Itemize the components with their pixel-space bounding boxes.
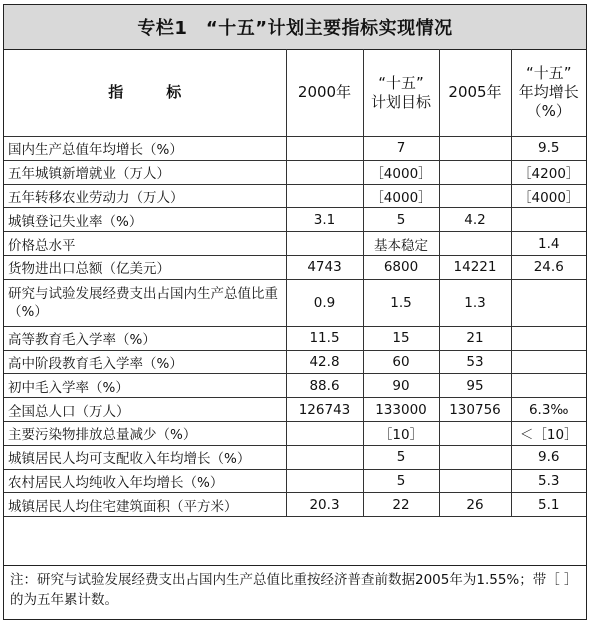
table-cell: 95 — [439, 374, 511, 398]
table-cell: 1.3 — [439, 279, 511, 326]
table-cell: 0.9 — [286, 279, 363, 326]
table-cell — [286, 160, 363, 184]
table-row — [4, 374, 586, 398]
header-2005: 2005年 — [439, 49, 511, 137]
table-cell — [439, 469, 511, 493]
indicator-table — [4, 49, 586, 517]
table-row — [4, 326, 586, 350]
table-cell: 88.6 — [286, 374, 363, 398]
table-cell: 15 — [363, 326, 439, 350]
indicator-name: 初中毛入学率（%） — [4, 374, 286, 398]
table-cell — [286, 469, 363, 493]
table-cell: ［10］ — [363, 421, 439, 445]
indicator-name: 高中阶段教育毛入学率（%） — [4, 350, 286, 374]
table-cell — [511, 279, 586, 326]
table-cell: ［4000］ — [363, 160, 439, 184]
table-cell: 6.3‰ — [511, 398, 586, 422]
table-row — [4, 160, 586, 184]
table-row — [4, 445, 586, 469]
table-cell — [439, 232, 511, 256]
indicator-name: 城镇登记失业率（%） — [4, 208, 286, 232]
header-2000: 2000年 — [286, 49, 363, 137]
document-panel — [3, 4, 587, 620]
table-cell — [286, 445, 363, 469]
table-cell: 6800 — [363, 255, 439, 279]
table-cell: 130756 — [439, 398, 511, 422]
indicator-name: 五年城镇新增就业（万人） — [4, 160, 286, 184]
table-cell: ＜［10］ — [511, 421, 586, 445]
table-cell — [511, 326, 586, 350]
table-cell — [439, 421, 511, 445]
table-cell: 基本稳定 — [363, 232, 439, 256]
table-cell: 20.3 — [286, 493, 363, 517]
table-row — [4, 255, 586, 279]
table-cell: 90 — [363, 374, 439, 398]
indicator-name: 五年转移农业劳动力（万人） — [4, 184, 286, 208]
table-row — [4, 184, 586, 208]
table-cell: 53 — [439, 350, 511, 374]
indicator-name: 货物进出口总额（亿美元） — [4, 255, 286, 279]
table-row — [4, 137, 586, 161]
table-cell: 5 — [363, 469, 439, 493]
table-cell: 9.5 — [511, 137, 586, 161]
table-cell: ［4000］ — [511, 184, 586, 208]
table-cell: 22 — [363, 493, 439, 517]
table-cell — [439, 445, 511, 469]
page-title: 专栏1 “十五”计划主要指标实现情况 — [4, 5, 586, 50]
table-cell: 7 — [363, 137, 439, 161]
table-cell — [439, 137, 511, 161]
footnote: 注：研究与试验发展经费支出占国内生产总值比重按经济普查前数据2005年为1.55%；带［ ］的为五年累计数。 — [4, 565, 586, 619]
table-cell — [511, 374, 586, 398]
table-cell: 1.5 — [363, 279, 439, 326]
header-annual-growth: “十五” 年均增长 （%） — [511, 49, 586, 137]
table-cell: 9.6 — [511, 445, 586, 469]
table-cell — [286, 184, 363, 208]
table-body — [4, 137, 586, 517]
table-row — [4, 208, 586, 232]
table-cell: 133000 — [363, 398, 439, 422]
indicator-name: 全国总人口（万人） — [4, 398, 286, 422]
header-plan-target: “十五” 计划目标 — [363, 49, 439, 137]
table-row — [4, 279, 586, 326]
indicator-name: 城镇居民人均可支配收入年均增长（%） — [4, 445, 286, 469]
table-cell: 60 — [363, 350, 439, 374]
table-cell — [511, 208, 586, 232]
table-cell — [286, 421, 363, 445]
table-cell: 42.8 — [286, 350, 363, 374]
table-cell: 126743 — [286, 398, 363, 422]
table-cell: 5 — [363, 445, 439, 469]
table-cell: 1.4 — [511, 232, 586, 256]
table-cell — [439, 184, 511, 208]
indicator-name: 主要污染物排放总量减少（%） — [4, 421, 286, 445]
table-cell: 26 — [439, 493, 511, 517]
table-cell: 5.3 — [511, 469, 586, 493]
table-row — [4, 350, 586, 374]
table-cell: 3.1 — [286, 208, 363, 232]
table-row — [4, 421, 586, 445]
table-cell: 5.1 — [511, 493, 586, 517]
table-cell — [439, 160, 511, 184]
table-cell: 21 — [439, 326, 511, 350]
table-cell: ［4200］ — [511, 160, 586, 184]
table-cell: 11.5 — [286, 326, 363, 350]
indicator-name: 高等教育毛入学率（%） — [4, 326, 286, 350]
header-indicator: 指 标 — [4, 49, 286, 137]
table-cell — [511, 350, 586, 374]
table-row — [4, 493, 586, 517]
table-row — [4, 232, 586, 256]
table-cell: 4.2 — [439, 208, 511, 232]
table-cell — [286, 137, 363, 161]
table-cell: 5 — [363, 208, 439, 232]
table-cell: 4743 — [286, 255, 363, 279]
indicator-name: 价格总水平 — [4, 232, 286, 256]
table-cell: 24.6 — [511, 255, 586, 279]
indicator-name: 研究与试验发展经费支出占国内生产总值比重（%） — [4, 279, 286, 326]
table-header-row — [4, 49, 586, 137]
table-cell: ［4000］ — [363, 184, 439, 208]
table-cell — [286, 232, 363, 256]
indicator-name: 国内生产总值年均增长（%） — [4, 137, 286, 161]
indicator-name: 农村居民人均纯收入年均增长（%） — [4, 469, 286, 493]
indicator-name: 城镇居民人均住宅建筑面积（平方米） — [4, 493, 286, 517]
table-row — [4, 398, 586, 422]
table-row — [4, 469, 586, 493]
table-cell: 14221 — [439, 255, 511, 279]
